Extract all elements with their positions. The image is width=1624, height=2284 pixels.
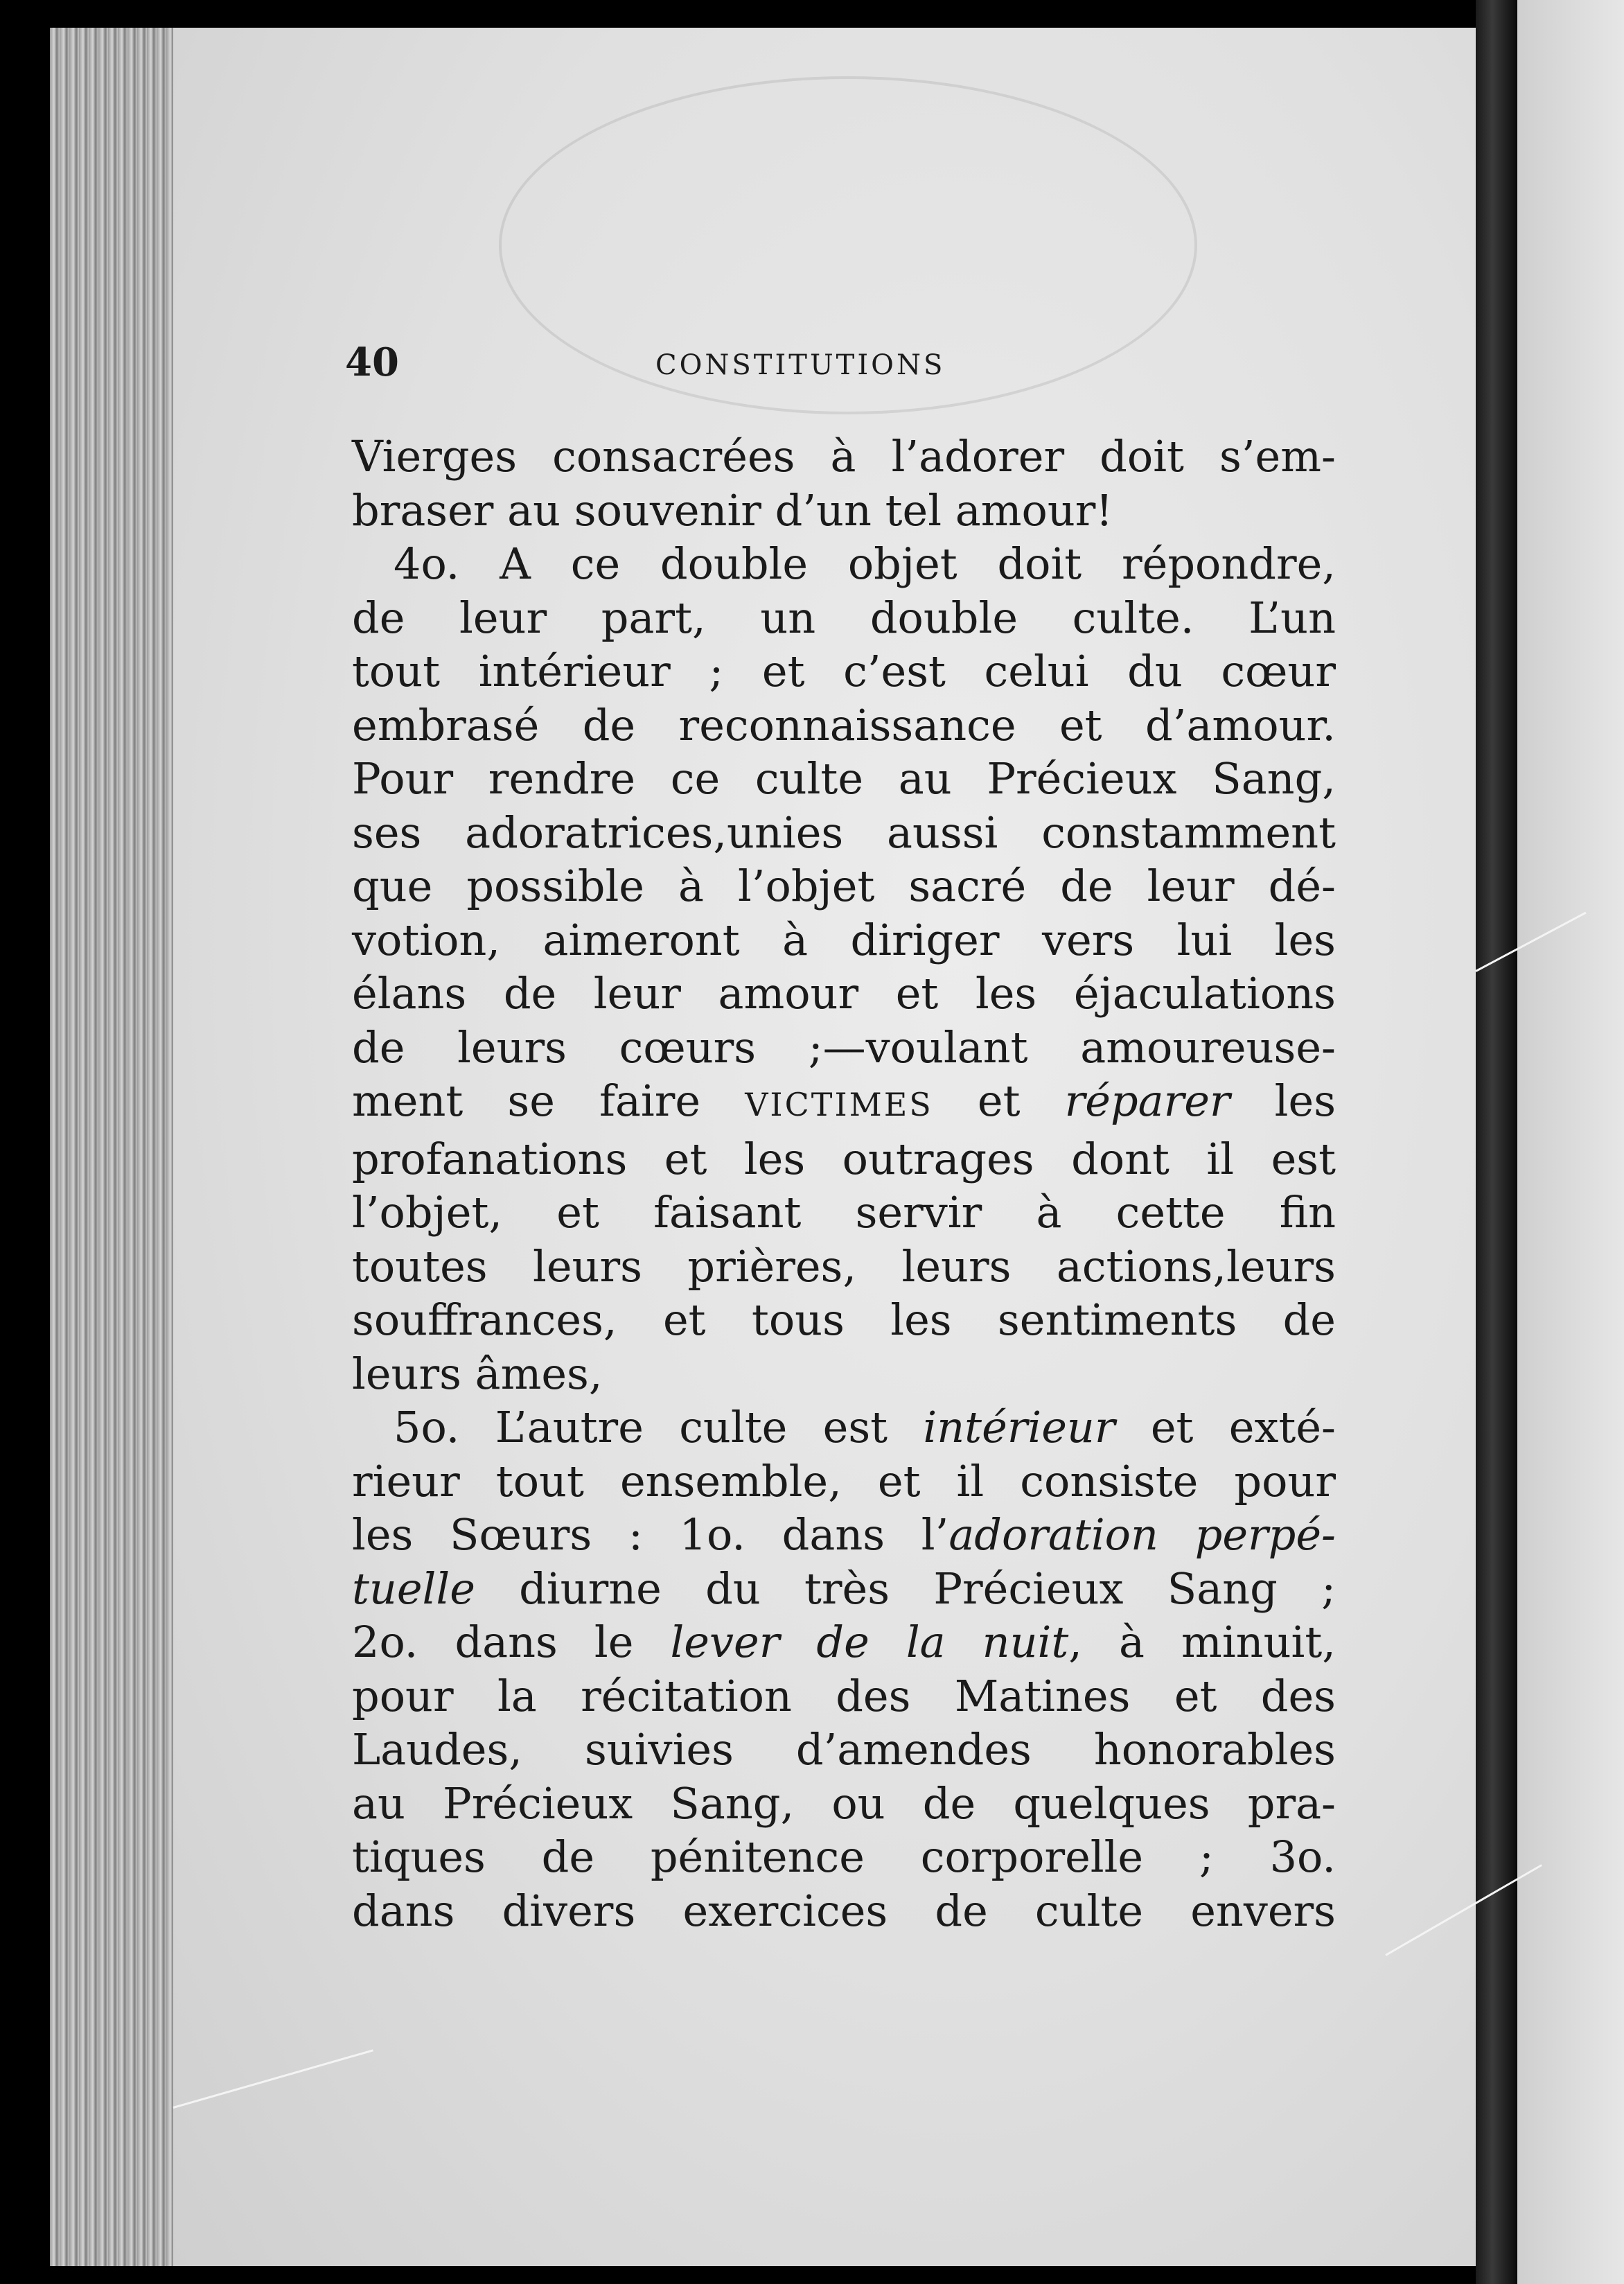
page-number: 40	[345, 340, 399, 385]
text-line	[352, 1240, 1336, 1294]
text-line	[352, 1021, 1336, 1075]
text-line	[352, 430, 1336, 484]
italic-text: intérieur	[923, 1402, 1115, 1452]
text-run: Vierges consacrées à l’adorer doit s’em-	[352, 431, 1336, 482]
text-run: Pour rendre ce culte au Précieux Sang,	[352, 753, 1336, 804]
text-line	[352, 1723, 1336, 1777]
text-run: au Précieux Sang, ou de quelques pra-	[352, 1777, 1336, 1829]
text-line	[352, 1777, 1336, 1831]
text-line	[352, 806, 1336, 860]
text-run: que possible à l’objet sacré de leur dé-	[352, 861, 1336, 911]
text-run: diurne du très Précieux Sang ;	[475, 1563, 1336, 1614]
small-caps-text: VICTIMES	[745, 1086, 933, 1123]
text-run: souffrances, et tous les sentiments de	[352, 1294, 1336, 1345]
text-run: braser au souvenir d’un tel amour!	[352, 484, 1113, 536]
text-run: toutes leurs prières, leurs actions,leurs	[352, 1240, 1336, 1292]
text-run: embrasé de reconnaissance et d’amour.	[352, 699, 1336, 750]
text-run: rieur tout ensemble, et il consiste pour	[352, 1455, 1336, 1506]
running-head: CONSTITUTIONS	[655, 349, 946, 381]
binding-gutter	[1476, 0, 1517, 2284]
italic-text: adoration perpé-	[948, 1509, 1336, 1560]
text-run: , à minuit,	[1068, 1617, 1336, 1667]
text-line	[352, 859, 1336, 913]
text-line	[352, 1884, 1336, 1938]
text-line	[352, 1186, 1336, 1240]
text-run: tout intérieur ; et c’est celui du cœur	[352, 646, 1336, 696]
text-line	[352, 484, 1336, 538]
text-line	[352, 1669, 1336, 1723]
page-edges	[50, 28, 182, 2266]
text-line	[352, 1074, 1336, 1132]
text-run: et exté-	[1115, 1402, 1336, 1452]
text-line	[352, 1830, 1336, 1884]
text-line	[352, 591, 1336, 645]
facing-page-edge	[1517, 0, 1624, 2284]
text-run: les Sœurs : 1o. dans l’	[352, 1509, 949, 1560]
text-run: leurs âmes,	[352, 1348, 603, 1399]
italic-text: tuelle	[352, 1563, 475, 1614]
italic-text: lever de la nuit	[670, 1617, 1069, 1667]
text-run: de leur part, un double culte. L’un	[352, 592, 1336, 643]
text-run: ses adoratrices,unies aussi constamment	[352, 807, 1336, 858]
text-run: votion, aimeront à diriger vers lui les	[352, 914, 1336, 965]
text-line	[352, 1615, 1336, 1669]
text-line	[352, 1455, 1336, 1509]
text-line	[352, 913, 1336, 967]
text-run: pour la récitation des Matines et des	[352, 1670, 1336, 1721]
text-line	[352, 1508, 1336, 1562]
text-run: ment se faire	[352, 1075, 745, 1126]
text-run: et	[933, 1075, 1065, 1126]
text-line	[352, 1400, 1336, 1455]
body-text	[352, 430, 1336, 1938]
text-run: l’objet, et faisant servir à cette fin	[352, 1187, 1336, 1238]
text-line	[352, 752, 1336, 806]
text-run: dans divers exercices de culte envers	[352, 1885, 1336, 1936]
text-line	[352, 1132, 1336, 1186]
text-line	[352, 537, 1336, 591]
text-run: élans de leur amour et les éjaculations	[352, 968, 1336, 1019]
page-header	[345, 340, 1329, 395]
text-run: 4o. A ce double objet doit répondre,	[394, 538, 1336, 589]
text-run: 2o. dans le	[352, 1617, 671, 1667]
text-line	[352, 1347, 1336, 1401]
text-run: tiques de pénitence corporelle ; 3o.	[352, 1831, 1336, 1882]
text-run: les	[1230, 1075, 1336, 1126]
text-line	[352, 967, 1336, 1021]
text-run: Laudes, suivies d’amendes honorables	[352, 1724, 1336, 1775]
text-run: de leurs cœurs ;—voulant amoureuse-	[352, 1021, 1336, 1073]
text-line	[352, 699, 1336, 753]
text-line	[352, 1293, 1336, 1347]
text-line	[352, 644, 1336, 699]
text-run: 5o. L’autre culte est	[394, 1402, 924, 1452]
italic-text: réparer	[1064, 1075, 1230, 1126]
text-run: profanations et les outrages dont il est	[352, 1133, 1336, 1184]
text-line	[352, 1562, 1336, 1616]
